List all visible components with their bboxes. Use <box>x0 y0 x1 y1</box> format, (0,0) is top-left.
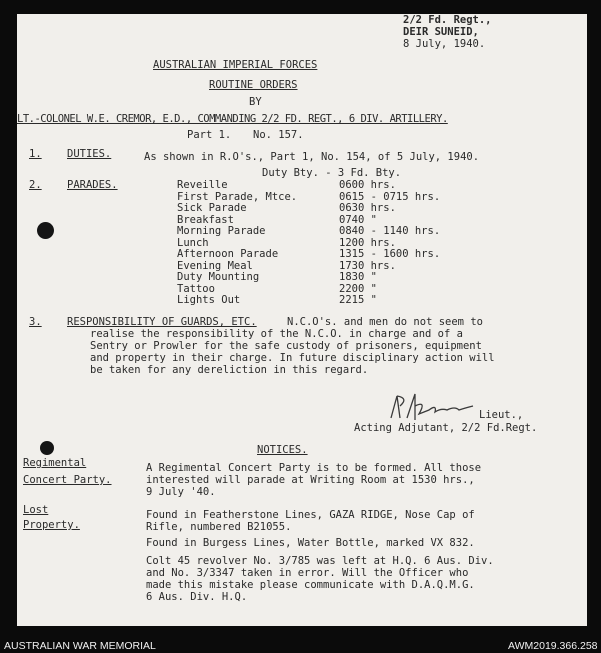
parades-number: 2. <box>29 179 42 191</box>
parade-time: 0740 " <box>339 213 377 226</box>
lost-item-line: Found in Burgess Lines, Water Bottle, marked VX 832. <box>146 537 475 549</box>
lost-item-line: 6 Aus. Div. H.Q. <box>146 591 248 603</box>
parade-name: Lights Out <box>177 294 241 306</box>
lost-label: Lost <box>23 504 49 516</box>
parade-name: Afternoon Parade <box>177 248 279 260</box>
guards-line: be taken for any dereliction in this regard. <box>90 364 369 376</box>
punch-hole <box>40 441 54 455</box>
doc-title: ROUTINE ORDERS <box>209 79 298 91</box>
guards-line: realise the responsibility of the N.C.O. in charge and of a <box>90 328 463 340</box>
parades-label: PARADES. <box>67 179 118 191</box>
parade-name: Breakfast <box>177 213 234 226</box>
signature-title: Acting Adjutant, 2/2 Fd.Regt. <box>354 422 538 434</box>
concert-line: interested will parade at Writing Room at 1530 hrs., <box>146 474 475 486</box>
header-unit: 2/2 Fd. Regt., <box>403 14 492 26</box>
document-page <box>17 14 587 626</box>
force-title: AUSTRALIAN IMPERIAL FORCES <box>153 59 318 71</box>
parade-name: Evening Meal <box>177 259 253 272</box>
concert-label: Regimental <box>23 457 87 469</box>
footer-credit: AUSTRALIAN WAR MEMORIAL <box>4 640 156 652</box>
punch-hole <box>37 222 54 239</box>
concert-line: 9 July '40. <box>146 486 216 498</box>
signature-rank: Lieut., <box>479 409 524 421</box>
header-place: DEIR SUNEID, <box>403 26 479 38</box>
handwritten-signature <box>385 392 477 426</box>
parade-time: 2215 " <box>339 294 377 306</box>
duties-text: As shown in R.O's., Part 1, No. 154, of 5 July, 1940. <box>144 151 480 163</box>
parade-time: 0600 hrs. <box>339 179 396 191</box>
parade-name: First Parade, Mtce. <box>177 190 298 203</box>
guards-line: and property in their charge. In future disciplinary action will <box>90 352 495 364</box>
concert-line: A Regimental Concert Party is to be formed. All those <box>146 462 482 474</box>
lost-item-line: Colt 45 revolver No. 3/785 was left at H.Q. 6 Aus. Div. <box>146 555 494 567</box>
parade-name: Duty Mounting <box>177 271 260 283</box>
parade-time: 1730 hrs. <box>339 259 396 272</box>
footer-accession-number: AWM2019.366.258 <box>508 640 598 652</box>
lost-item-line: and No. 3/3347 taken in error. Will the Officer who <box>146 567 469 579</box>
guards-label: RESPONSIBILITY OF GUARDS, ETC. <box>67 316 257 328</box>
guards-number: 3. <box>29 316 42 328</box>
guards-line: N.C.O's. and men do not seem to <box>287 316 483 328</box>
part-label: Part 1. <box>187 129 232 141</box>
lost-item-line: made this mistake please communicate with D.A.Q.M.G. <box>146 579 475 591</box>
by-label: BY <box>249 96 262 108</box>
lost-label: Property. <box>23 519 80 531</box>
parade-name: Sick Parade <box>177 202 247 214</box>
header-date: 8 July, 1940. <box>403 38 486 50</box>
part-number: No. 157. <box>253 129 304 141</box>
notices-heading: NOTICES. <box>257 444 308 456</box>
parade-name: Tattoo <box>177 282 215 295</box>
parade-name: Lunch <box>177 236 209 249</box>
parade-time: 0615 - 0715 hrs. <box>339 190 441 203</box>
parade-time: 0630 hrs. <box>339 202 396 214</box>
parade-name: Reveille <box>177 179 228 191</box>
parade-time: 1830 " <box>339 271 377 283</box>
duties-label: DUTIES. <box>67 148 112 160</box>
parade-time: 1315 - 1600 hrs. <box>339 248 441 260</box>
duty-battery: Duty Bty. - 3 Fd. Bty. <box>262 167 402 179</box>
guards-line: Sentry or Prowler for the safe custody of prisoners, equipment <box>90 340 482 352</box>
parade-time: 2200 " <box>339 282 377 295</box>
parade-time: 1200 hrs. <box>339 236 396 249</box>
concert-label: Concert Party. <box>23 474 112 486</box>
commander-line: LT.-COLONEL W.E. CREMOR, E.D., COMMANDING 2/2 FD. REGT., 6 DIV. ARTILLERY. <box>17 113 448 125</box>
parade-time: 0840 - 1140 hrs. <box>339 225 441 237</box>
duties-number: 1. <box>29 148 42 160</box>
lost-item-line: Rifle, numbered B21055. <box>146 521 292 533</box>
parade-name: Morning Parade <box>177 225 266 237</box>
lost-item-line: Found in Featherstone Lines, GAZA RIDGE, Nose Cap of <box>146 509 475 521</box>
